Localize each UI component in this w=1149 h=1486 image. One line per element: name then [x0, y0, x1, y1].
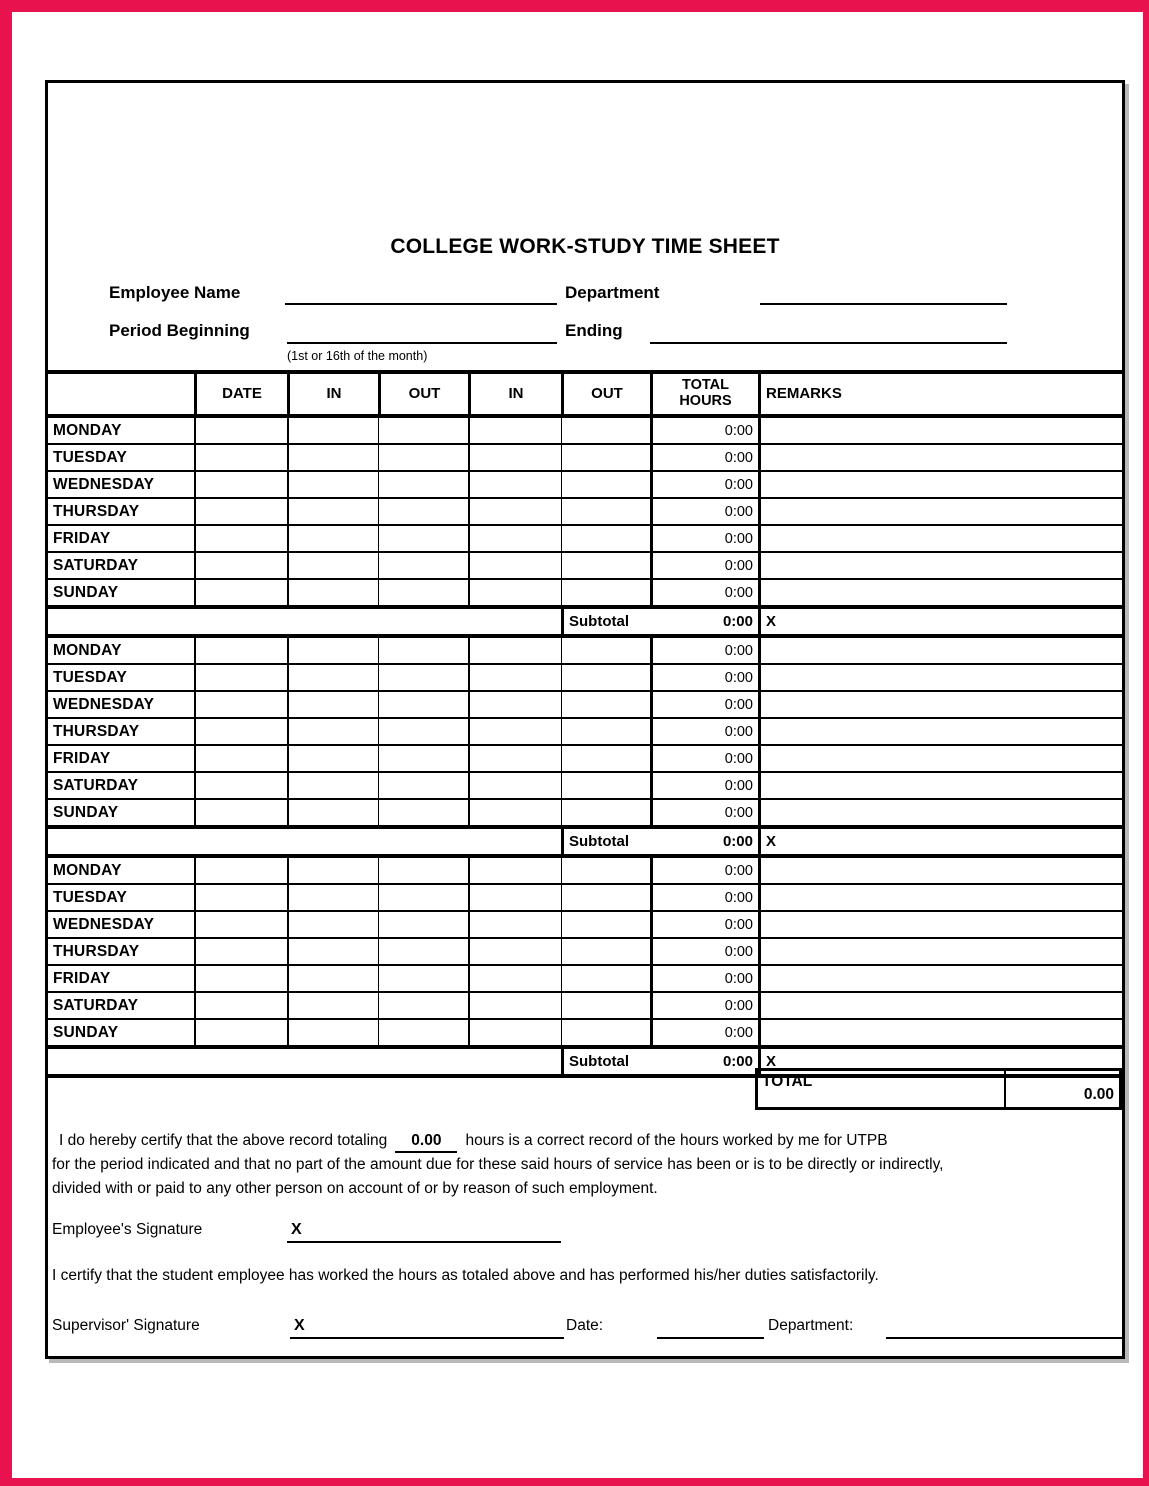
remarks-cell — [758, 418, 1122, 443]
supervisor-statement: I certify that the student employee has worked the hours as totaled above and has performed his/her duties satisfactorily. — [52, 1267, 879, 1284]
time-in-cell — [287, 912, 378, 937]
grand-total-label: TOTAL — [762, 1073, 813, 1090]
date-line — [657, 1315, 764, 1339]
header-total-hours-cell — [650, 374, 758, 414]
remarks-cell — [758, 445, 1122, 470]
supervisor-signature-row — [52, 1315, 1122, 1341]
time-out2-cell — [561, 472, 650, 497]
date-cell — [194, 719, 287, 744]
day-row-monday — [48, 418, 1122, 445]
ending-field — [650, 324, 1007, 344]
time-out-cell — [378, 912, 468, 937]
certification-line1-before: I do hereby certify that the above record totaling — [59, 1132, 388, 1149]
daily-total-hours: 0:00 — [650, 858, 758, 883]
day-row-friday — [48, 966, 1122, 993]
date-cell — [194, 499, 287, 524]
grand-total-row — [755, 1068, 1122, 1110]
certification-line1-after: hours is a correct record of the hours worked by me for UTPB — [465, 1132, 888, 1149]
time-in2-cell — [468, 418, 561, 443]
subtotal-x-mark: X — [758, 829, 1122, 854]
time-out2-cell — [561, 966, 650, 991]
time-out2-cell — [561, 800, 650, 825]
time-out-cell — [378, 472, 468, 497]
time-in2-cell — [468, 472, 561, 497]
time-out-cell — [378, 499, 468, 524]
time-in-cell — [287, 692, 378, 717]
subtotal-cell — [561, 829, 758, 854]
time-out-cell — [378, 746, 468, 771]
page-title: COLLEGE WORK-STUDY TIME SHEET — [390, 235, 780, 258]
remarks-cell — [758, 858, 1122, 883]
time-in-cell — [287, 939, 378, 964]
time-out-cell — [378, 665, 468, 690]
remarks-cell — [758, 580, 1122, 605]
daily-total-hours: 0:00 — [650, 746, 758, 771]
date-cell — [194, 800, 287, 825]
remarks-cell — [758, 885, 1122, 910]
day-row-monday — [48, 638, 1122, 665]
supervisor-signature-label: Supervisor' Signature — [52, 1317, 200, 1334]
time-in-cell — [287, 472, 378, 497]
remarks-cell — [758, 665, 1122, 690]
remarks-cell — [758, 800, 1122, 825]
time-out-cell — [378, 993, 468, 1018]
subtotal-spacer — [48, 1049, 561, 1074]
date-cell — [194, 526, 287, 551]
time-out2-cell — [561, 719, 650, 744]
day-label: THURSDAY — [53, 502, 140, 520]
time-in2-cell — [468, 885, 561, 910]
daily-total-hours: 0:00 — [650, 885, 758, 910]
time-in2-cell — [468, 773, 561, 798]
grand-total-value: 0.00 — [1004, 1071, 1119, 1107]
time-out-cell — [378, 692, 468, 717]
time-out2-cell — [561, 499, 650, 524]
time-out2-cell — [561, 638, 650, 663]
date-cell — [194, 445, 287, 470]
day-label: SATURDAY — [53, 996, 139, 1014]
subtotal-x-mark: X — [758, 1049, 1122, 1074]
day-label: THURSDAY — [53, 722, 140, 740]
day-label: TUESDAY — [53, 668, 128, 686]
remarks-cell — [758, 638, 1122, 663]
time-out2-cell — [561, 858, 650, 883]
remarks-cell — [758, 773, 1122, 798]
time-in2-cell — [468, 499, 561, 524]
time-out2-cell — [561, 526, 650, 551]
subtotal-label: Subtotal — [569, 613, 629, 630]
date-cell — [194, 638, 287, 663]
date-cell — [194, 746, 287, 771]
day-label: MONDAY — [53, 861, 122, 879]
subtotal-row — [48, 827, 1122, 858]
day-label: MONDAY — [53, 421, 122, 439]
day-row-friday — [48, 526, 1122, 553]
time-in-cell — [287, 526, 378, 551]
daily-total-hours: 0:00 — [650, 445, 758, 470]
daily-total-hours: 0:00 — [650, 692, 758, 717]
subtotal-spacer — [48, 609, 561, 634]
subtotal-cell — [561, 609, 758, 634]
day-row-sunday — [48, 1020, 1122, 1047]
ending-label: Ending — [565, 321, 623, 340]
time-in2-cell — [468, 746, 561, 771]
date-cell — [194, 773, 287, 798]
time-in2-cell — [468, 912, 561, 937]
time-out-cell — [378, 966, 468, 991]
time-out-cell — [378, 800, 468, 825]
day-label: FRIDAY — [53, 749, 111, 767]
employee-signature-label: Employee's Signature — [52, 1221, 203, 1238]
daily-total-hours: 0:00 — [650, 553, 758, 578]
daily-total-hours: 0:00 — [650, 638, 758, 663]
time-in2-cell — [468, 445, 561, 470]
day-label: SATURDAY — [53, 556, 139, 574]
time-in-cell — [287, 418, 378, 443]
time-out2-cell — [561, 692, 650, 717]
header-in-cell: IN — [287, 374, 378, 414]
time-in2-cell — [468, 580, 561, 605]
header-total-hours-label: TOTAL HOURS — [679, 377, 732, 409]
remarks-cell — [758, 499, 1122, 524]
day-label: WEDNESDAY — [53, 475, 155, 493]
time-out2-cell — [561, 445, 650, 470]
day-label: THURSDAY — [53, 942, 140, 960]
date-label: Date: — [566, 1317, 604, 1334]
time-out-cell — [378, 445, 468, 470]
period-beginning-label: Period Beginning — [109, 321, 250, 340]
daily-total-hours: 0:00 — [650, 966, 758, 991]
department-label: Department — [565, 283, 660, 302]
day-row-thursday — [48, 719, 1122, 746]
certification-line3: divided with or paid to any other person on account of or by reason of such employment. — [52, 1179, 658, 1197]
time-in-cell — [287, 858, 378, 883]
subtotal-value: 0:00 — [722, 1053, 753, 1070]
time-in-cell — [287, 638, 378, 663]
subtotal-value: 0:00 — [722, 613, 753, 630]
remarks-cell — [758, 993, 1122, 1018]
remarks-cell — [758, 1020, 1122, 1045]
table-body — [48, 418, 1122, 1078]
daily-total-hours: 0:00 — [650, 800, 758, 825]
day-label: MONDAY — [53, 641, 122, 659]
day-row-saturday — [48, 773, 1122, 800]
time-in2-cell — [468, 1020, 561, 1045]
period-note: (1st or 16th of the month) — [287, 349, 428, 363]
time-out2-cell — [561, 746, 650, 771]
remarks-cell — [758, 746, 1122, 771]
time-out-cell — [378, 1020, 468, 1045]
time-in-cell — [287, 993, 378, 1018]
date-cell — [194, 580, 287, 605]
certification-line1 — [52, 1129, 1118, 1153]
time-out2-cell — [561, 553, 650, 578]
employee-signature-x: X — [291, 1221, 302, 1238]
subtotal-value: 0:00 — [722, 833, 753, 850]
time-in-cell — [287, 499, 378, 524]
time-out-cell — [378, 885, 468, 910]
time-in-cell — [287, 445, 378, 470]
daily-total-hours: 0:00 — [650, 665, 758, 690]
time-out-cell — [378, 939, 468, 964]
day-label: TUESDAY — [53, 448, 128, 466]
time-out2-cell — [561, 418, 650, 443]
time-in2-cell — [468, 692, 561, 717]
time-out-cell — [378, 858, 468, 883]
date-cell — [194, 912, 287, 937]
day-row-sunday — [48, 580, 1122, 607]
department-field — [760, 285, 1007, 305]
remarks-cell — [758, 719, 1122, 744]
time-out-cell — [378, 773, 468, 798]
day-label: SUNDAY — [53, 583, 119, 601]
certified-hours-value: 0.00 — [395, 1131, 457, 1153]
time-in-cell — [287, 800, 378, 825]
date-cell — [194, 665, 287, 690]
day-label: WEDNESDAY — [53, 695, 155, 713]
supervisor-department-label: Department: — [768, 1317, 854, 1334]
daily-total-hours: 0:00 — [650, 499, 758, 524]
header-out-cell: OUT — [378, 374, 468, 414]
paper — [12, 12, 1143, 1478]
daily-total-hours: 0:00 — [650, 1020, 758, 1045]
daily-total-hours: 0:00 — [650, 418, 758, 443]
daily-total-hours: 0:00 — [650, 580, 758, 605]
time-out-cell — [378, 418, 468, 443]
time-out2-cell — [561, 580, 650, 605]
header-day-cell — [48, 374, 194, 414]
day-label: SATURDAY — [53, 776, 139, 794]
subtotal-row — [48, 607, 1122, 638]
daily-total-hours: 0:00 — [650, 939, 758, 964]
remarks-cell — [758, 526, 1122, 551]
header-date-cell: DATE — [194, 374, 287, 414]
time-in-cell — [287, 885, 378, 910]
subtotal-spacer — [48, 829, 561, 854]
certification-line2: for the period indicated and that no part of the amount due for these said hours of service has been or is to be directly or indirectly, — [52, 1156, 944, 1173]
employee-name-label: Employee Name — [109, 283, 241, 302]
day-row-monday — [48, 858, 1122, 885]
day-row-tuesday — [48, 665, 1122, 692]
subtotal-cell — [561, 1049, 758, 1074]
day-row-wednesday — [48, 692, 1122, 719]
time-in2-cell — [468, 719, 561, 744]
time-in2-cell — [468, 526, 561, 551]
remarks-cell — [758, 912, 1122, 937]
date-cell — [194, 553, 287, 578]
time-in2-cell — [468, 665, 561, 690]
time-out2-cell — [561, 912, 650, 937]
time-out2-cell — [561, 885, 650, 910]
time-in2-cell — [468, 966, 561, 991]
date-cell — [194, 939, 287, 964]
date-cell — [194, 966, 287, 991]
date-cell — [194, 472, 287, 497]
subtotal-label: Subtotal — [569, 833, 629, 850]
remarks-cell — [758, 553, 1122, 578]
day-label: FRIDAY — [53, 969, 111, 987]
remarks-cell — [758, 966, 1122, 991]
time-out-cell — [378, 553, 468, 578]
day-label: FRIDAY — [53, 529, 111, 547]
date-cell — [194, 993, 287, 1018]
time-in-cell — [287, 580, 378, 605]
date-cell — [194, 692, 287, 717]
period-beginning-field — [287, 324, 557, 344]
daily-total-hours: 0:00 — [650, 773, 758, 798]
time-in-cell — [287, 665, 378, 690]
header-remarks-cell: REMARKS — [758, 374, 1122, 414]
remarks-cell — [758, 692, 1122, 717]
supervisor-department-line — [886, 1315, 1122, 1339]
time-in-cell — [287, 719, 378, 744]
time-in-cell — [287, 773, 378, 798]
employee-signature-row — [52, 1219, 1118, 1245]
time-out-cell — [378, 526, 468, 551]
date-cell — [194, 1020, 287, 1045]
time-out2-cell — [561, 1020, 650, 1045]
header-in2-cell: IN — [468, 374, 561, 414]
supervisor-signature-line — [290, 1315, 564, 1339]
time-out-cell — [378, 719, 468, 744]
certification-paragraph — [52, 1129, 1118, 1200]
form-border-box — [45, 80, 1125, 1359]
day-row-sunday — [48, 800, 1122, 827]
time-in-cell — [287, 966, 378, 991]
day-label: TUESDAY — [53, 888, 128, 906]
date-cell — [194, 858, 287, 883]
time-out2-cell — [561, 665, 650, 690]
day-row-wednesday — [48, 472, 1122, 499]
time-in2-cell — [468, 858, 561, 883]
day-label: SUNDAY — [53, 803, 119, 821]
time-in-cell — [287, 553, 378, 578]
time-in-cell — [287, 746, 378, 771]
daily-total-hours: 0:00 — [650, 993, 758, 1018]
date-cell — [194, 418, 287, 443]
time-in2-cell — [468, 638, 561, 663]
daily-total-hours: 0:00 — [650, 719, 758, 744]
employee-name-field — [285, 285, 557, 305]
day-row-saturday — [48, 993, 1122, 1020]
daily-total-hours: 0:00 — [650, 526, 758, 551]
time-out-cell — [378, 580, 468, 605]
time-in2-cell — [468, 993, 561, 1018]
daily-total-hours: 0:00 — [650, 472, 758, 497]
day-row-friday — [48, 746, 1122, 773]
time-out2-cell — [561, 993, 650, 1018]
day-row-tuesday — [48, 445, 1122, 472]
timesheet-table — [48, 370, 1122, 1078]
day-row-saturday — [48, 553, 1122, 580]
header-out2-cell: OUT — [561, 374, 650, 414]
time-in2-cell — [468, 800, 561, 825]
time-in2-cell — [468, 553, 561, 578]
time-in-cell — [287, 1020, 378, 1045]
time-out2-cell — [561, 773, 650, 798]
table-header-row — [48, 374, 1122, 418]
time-out-cell — [378, 638, 468, 663]
day-label: WEDNESDAY — [53, 915, 155, 933]
supervisor-signature-x: X — [294, 1317, 305, 1334]
day-row-wednesday — [48, 912, 1122, 939]
time-in2-cell — [468, 939, 561, 964]
day-row-tuesday — [48, 885, 1122, 912]
remarks-cell — [758, 939, 1122, 964]
employee-signature-line — [287, 1219, 561, 1243]
subtotal-x-mark: X — [758, 609, 1122, 634]
subtotal-label: Subtotal — [569, 1053, 629, 1070]
day-row-thursday — [48, 939, 1122, 966]
daily-total-hours: 0:00 — [650, 912, 758, 937]
remarks-cell — [758, 472, 1122, 497]
day-row-thursday — [48, 499, 1122, 526]
day-label: SUNDAY — [53, 1023, 119, 1041]
date-cell — [194, 885, 287, 910]
time-out2-cell — [561, 939, 650, 964]
